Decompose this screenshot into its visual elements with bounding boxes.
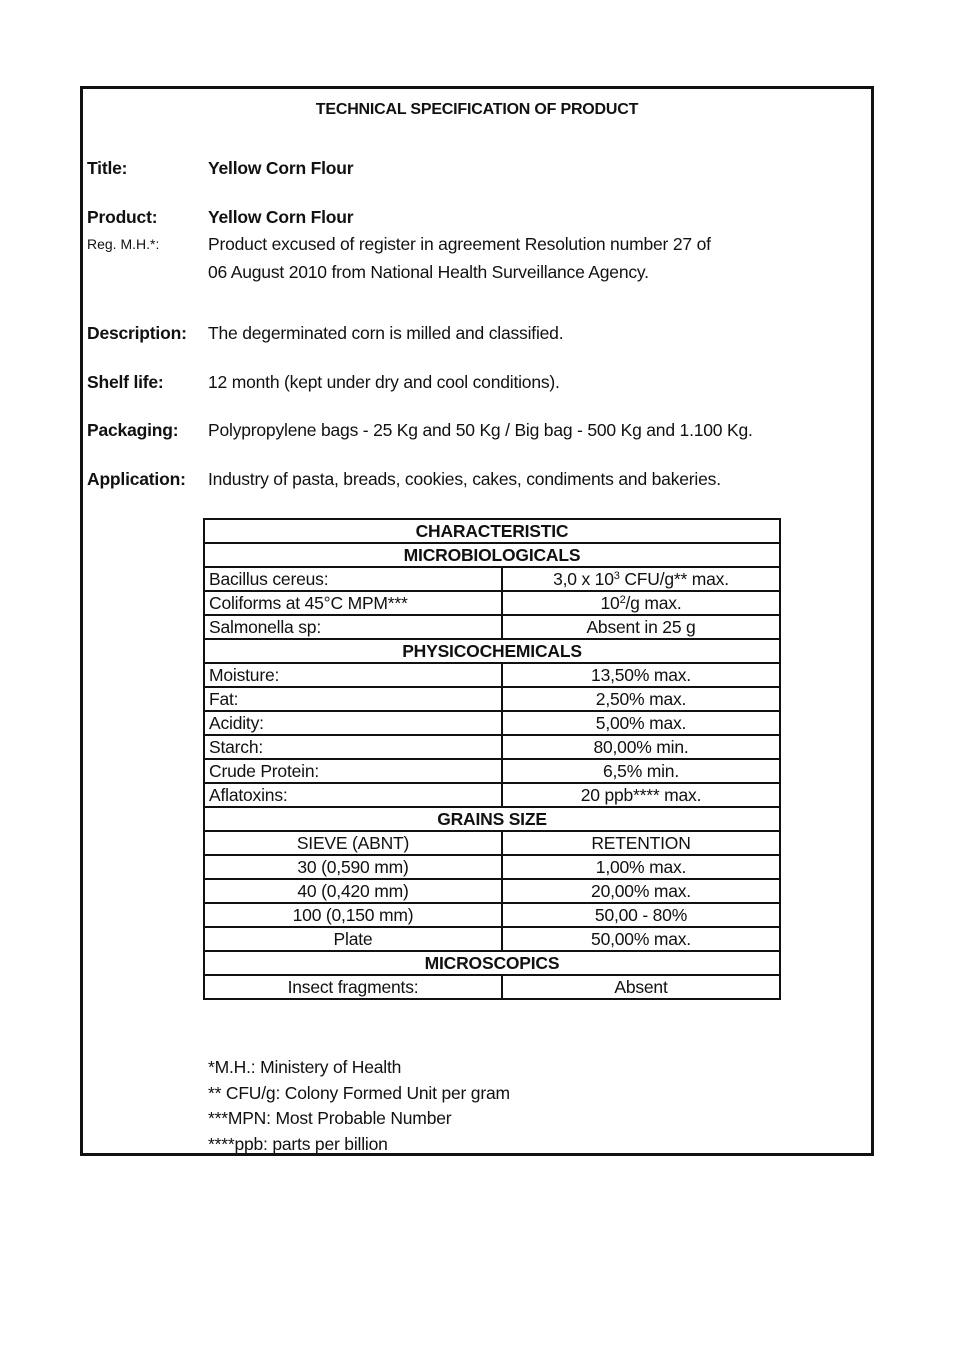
product-value: Yellow Corn Flour <box>208 207 354 227</box>
table-row <box>204 807 780 831</box>
physico-label: Aflatoxins: <box>204 783 502 807</box>
table-row <box>204 663 780 687</box>
application-label: Application: <box>87 469 186 489</box>
section-microscopics: MICROSCOPICS <box>204 951 780 975</box>
application-value: Industry of pasta, breads, cookies, cakes, condiments and bakeries. <box>208 469 721 489</box>
physico-value: 20 ppb**** max. <box>502 783 780 807</box>
table-row <box>204 903 780 927</box>
physico-label: Starch: <box>204 735 502 759</box>
sieve-value: 100 (0,150 mm) <box>204 903 502 927</box>
reg-label: Reg. M.H.*: <box>87 236 160 252</box>
table-row <box>204 831 780 855</box>
retention-column-header: RETENTION <box>502 831 780 855</box>
table-row <box>204 687 780 711</box>
insect-fragments-label: Insect fragments: <box>204 975 502 999</box>
characteristics-table <box>203 518 781 1000</box>
footnote: ***MPN: Most Probable Number <box>208 1108 452 1128</box>
salmonella-value: Absent in 25 g <box>502 615 780 639</box>
table-row <box>204 759 780 783</box>
sieve-value: Plate <box>204 927 502 951</box>
retention-value: 1,00% max. <box>502 855 780 879</box>
description-value: The degerminated corn is milled and classified. <box>208 323 564 343</box>
table-row <box>204 639 780 663</box>
coliforms-label: Coliforms at 45°C MPM*** <box>204 591 502 615</box>
retention-value: 50,00% max. <box>502 927 780 951</box>
coliforms-value: $10^2/g$ max. <box>502 591 780 615</box>
table-header: CHARACTERISTIC <box>204 519 780 543</box>
table-row <box>204 615 780 639</box>
sieve-value: 30 (0,590 mm) <box>204 855 502 879</box>
title-label: Title: <box>87 158 128 178</box>
table-row <box>204 975 780 999</box>
insect-fragments-value: Absent <box>502 975 780 999</box>
section-microbiologicals: MICROBIOLOGICALS <box>204 543 780 567</box>
physico-label: Acidity: <box>204 711 502 735</box>
table-row <box>204 543 780 567</box>
physico-value: 2,50% max. <box>502 687 780 711</box>
footnotes <box>208 1055 510 1157</box>
shelf-life-label: Shelf life: <box>87 372 164 392</box>
bacillus-label: Bacillus cereus: <box>204 567 502 591</box>
bacillus-value: 3,0 x $10^3$ CFU/g** max. <box>502 567 780 591</box>
specification-frame <box>80 86 874 1156</box>
physico-label: Fat: <box>204 687 502 711</box>
reg-line-1: Product excused of register in agreement Resolution number 27 of <box>208 234 711 254</box>
salmonella-label: Salmonella sp: <box>204 615 502 639</box>
section-grains-size: GRAINS SIZE <box>204 807 780 831</box>
table-row <box>204 519 780 543</box>
table-row <box>204 735 780 759</box>
table-row <box>204 567 780 591</box>
table-row <box>204 591 780 615</box>
table-row <box>204 951 780 975</box>
footnote: *M.H.: Ministery of Health <box>208 1057 402 1077</box>
footnote: ****ppb: parts per billion <box>208 1133 388 1154</box>
table-row <box>204 855 780 879</box>
section-physicochemicals: PHYSICOCHEMICALS <box>204 639 780 663</box>
table-row <box>204 927 780 951</box>
description-label: Description: <box>87 323 187 343</box>
table-row <box>204 711 780 735</box>
packaging-value: Polypropylene bags - 25 Kg and 50 Kg / Big bag - 500 Kg and 1.100 Kg. <box>208 420 753 440</box>
table-row <box>204 879 780 903</box>
physico-value: 5,00% max. <box>502 711 780 735</box>
packaging-label: Packaging: <box>87 420 179 440</box>
physico-label: Moisture: <box>204 663 502 687</box>
table-row <box>204 783 780 807</box>
physico-value: 80,00% min. <box>502 735 780 759</box>
sieve-column-header: SIEVE (ABNT) <box>204 831 502 855</box>
footnote: ** CFU/g: Colony Formed Unit per gram <box>208 1082 510 1103</box>
physico-label: Crude Protein: <box>204 759 502 783</box>
title-value: Yellow Corn Flour <box>208 158 354 178</box>
retention-value: 20,00% max. <box>502 879 780 903</box>
document-heading: TECHNICAL SPECIFICATION OF PRODUCT <box>315 101 639 118</box>
product-label: Product: <box>87 207 158 227</box>
sieve-value: 40 (0,420 mm) <box>204 879 502 903</box>
shelf-life-value: 12 month (kept under dry and cool conditions). <box>208 372 560 392</box>
physico-value: 13,50% max. <box>502 663 780 687</box>
reg-line-2: 06 August 2010 from National Health Surveillance Agency. <box>208 262 649 282</box>
retention-value: 50,00 - 80% <box>502 903 780 927</box>
physico-value: 6,5% min. <box>502 759 780 783</box>
